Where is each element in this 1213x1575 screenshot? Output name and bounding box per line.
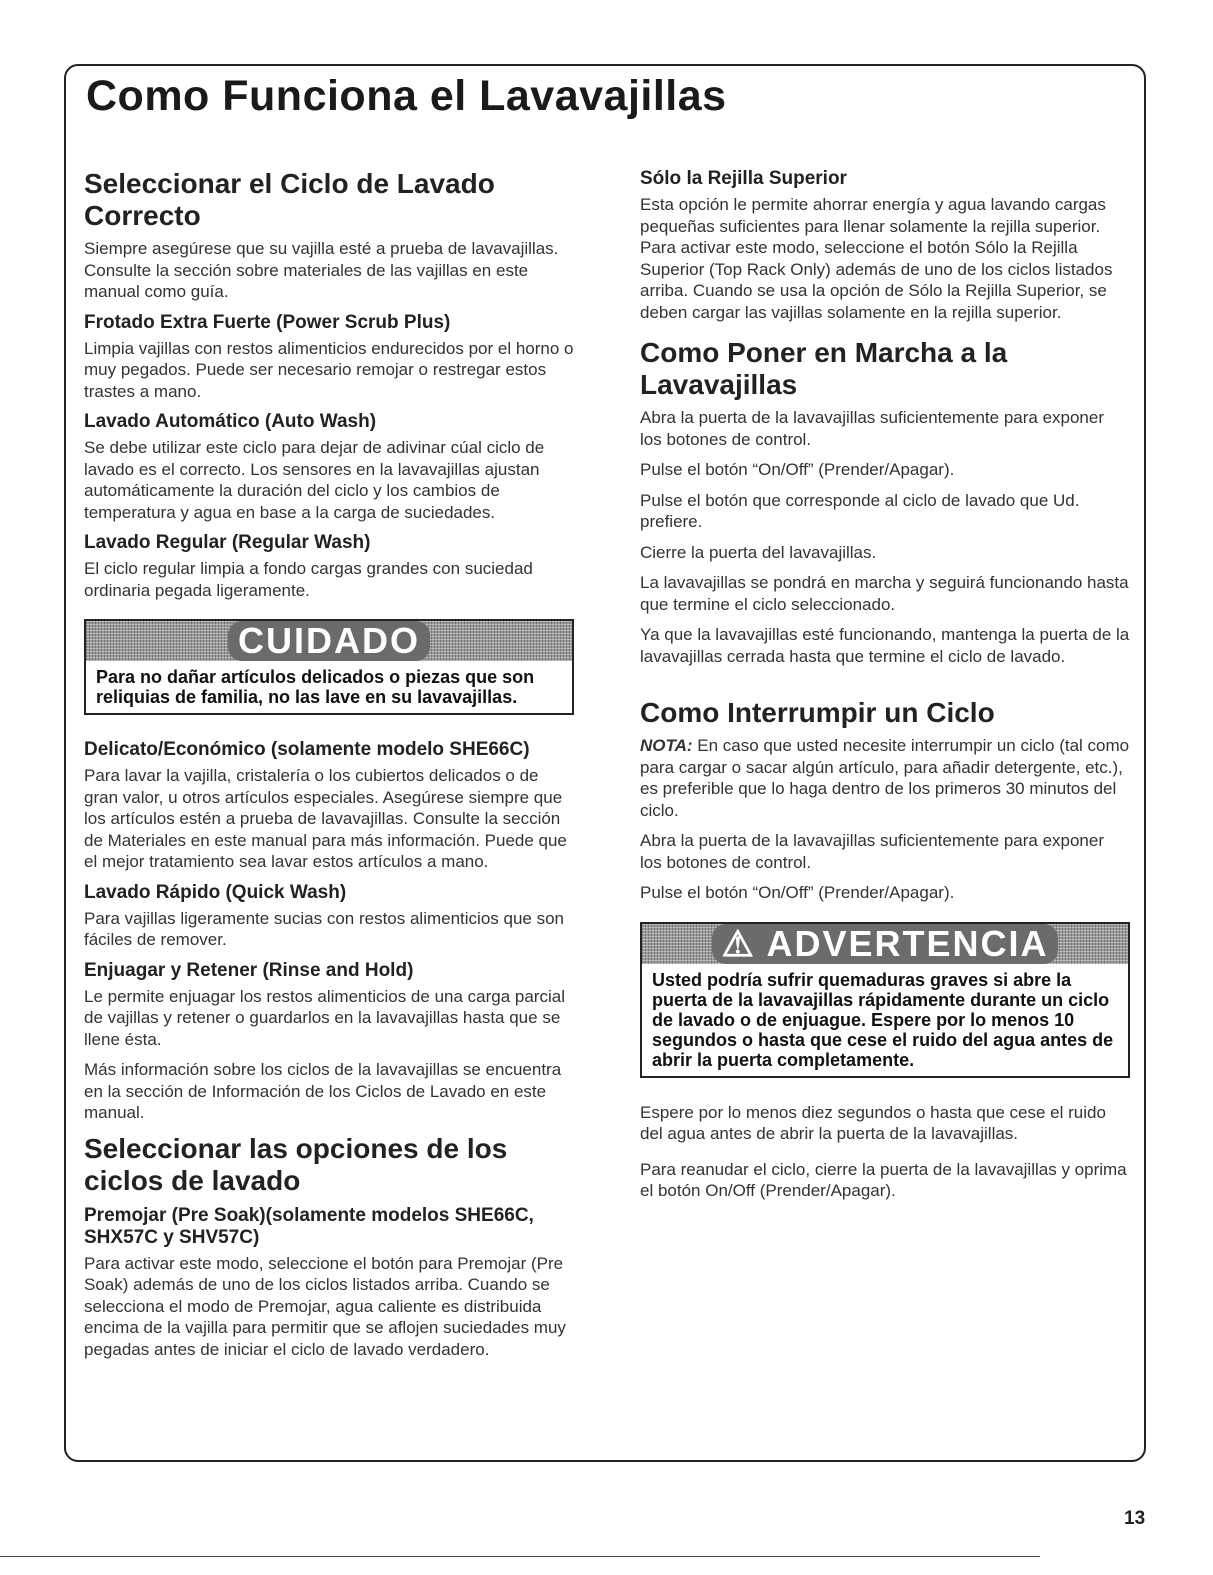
section-select-cycle-heading: Seleccionar el Ciclo de Lavado Correcto xyxy=(84,168,495,231)
caution-label: CUIDADO xyxy=(228,621,430,661)
start-step-6: Ya que la lavavajillas esté funcionando, mantenga la puerta de la lavavajillas cerrada hasta que termine el ciclo de lavado. xyxy=(640,625,1130,666)
auto-wash-text: Se debe utilizar este ciclo para dejar de adivinar cúal ciclo de lavado es el correcto. Los sensores en la lavavajillas ajustan automáticamente la duración del ciclo y los cambios de temperatura y agua en base a la carga de suciedades. xyxy=(84,438,545,522)
after-warning-text-2: Para reanudar el ciclo, cierre la puerta de la lavavajillas y oprima el botón On/Off (Prender/Apagar). xyxy=(640,1159,1127,1200)
regular-wash-heading: Lavado Regular (Regular Wash) xyxy=(84,532,371,553)
delicate-text: Para lavar la vajilla, cristalería o los cubiertos delicados o de gran valor, u otros artículos especiales. Asegúrese siempre que los artículos estén a prueba de lavavajillas. Consulte la sección de Materiales en este manual para más información. Puede que el mejor tratamiento sea lavar estos artículos a mano. xyxy=(84,766,567,871)
page-title: Como Funciona el Lavavajillas xyxy=(86,72,727,120)
top-rack-heading: Sólo la Rejilla Superior xyxy=(640,168,847,189)
section-interrupt-heading: Como Interrumpir un Ciclo xyxy=(640,697,995,728)
caution-text: Para no dañar artículos delicados o piezas que son reliquias de familia, no las lave en su lavavajillas. xyxy=(96,667,535,707)
caution-banner xyxy=(86,621,572,661)
footer-rule xyxy=(0,1556,1040,1557)
delicate-heading: Delicato/Económico (solamente modelo SHE66C) xyxy=(84,739,530,760)
rinse-hold-text: Le permite enjuagar los restos alimenticios de una carga parcial de vajillas y retener o guardarlos en la lavavajillas hasta que se llene ésta. xyxy=(84,986,565,1049)
interrupt-note xyxy=(640,735,1130,821)
presoak-heading: Premojar (Pre Soak)(solamente modelos SHE66C, SHX57C y SHV57C) xyxy=(84,1204,534,1248)
start-step-3: Pulse el botón que corresponde al ciclo de lavado que Ud. prefiere. xyxy=(640,490,1080,531)
quick-wash-text: Para vajillas ligeramente sucias con restos alimenticios que son fáciles de remover. xyxy=(84,908,565,949)
rinse-hold-heading: Enjuagar y Retener (Rinse and Hold) xyxy=(84,959,414,981)
regular-wash-text: El ciclo regular limpia a fondo cargas grandes con suciedad ordinaria pegada ligeramente. xyxy=(84,559,533,600)
power-scrub-heading: Frotado Extra Fuerte (Power Scrub Plus) xyxy=(84,311,451,333)
quick-wash-heading: Lavado Rápido (Quick Wash) xyxy=(84,881,347,903)
cycles-info-text: Más información sobre los ciclos de la lavavajillas se encuentra en la sección de Información de los Ciclos de Lavado en este manual. xyxy=(84,1060,562,1122)
warning-banner xyxy=(642,924,1128,964)
warning-label: ⚠ ADVERTENCIA xyxy=(712,924,1059,964)
note-label: NOTA: xyxy=(640,736,693,755)
presoak-text: Para activar este modo, seleccione el botón para Premojar (Pre Soak) además de uno de los ciclos listados arriba. Cuando se selecciona el modo de Premojar, agua caliente es distribuida encima de la vajilla para permitir que se aflojen suciedades muy pegadas antes de iniciar el ciclo de lavado verdadero. xyxy=(84,1253,566,1359)
interrupt-step-2: Pulse el botón “On/Off” (Prender/Apagar). xyxy=(640,883,955,902)
caution-box xyxy=(84,619,574,715)
warning-box xyxy=(640,922,1130,1078)
note-text: En caso que usted necesite interrumpir un ciclo (tal como para cargar o sacar algún artículo, para añadir detergente, etc.), es preferible que lo haga dentro de los primeros 30 minutos del ciclo. xyxy=(640,736,1130,820)
right-column xyxy=(640,168,1130,1211)
auto-wash-heading: Lavado Automático (Auto Wash) xyxy=(84,411,377,432)
start-step-1: Abra la puerta de la lavavajillas suficientemente para exponer los botones de control. xyxy=(640,408,1104,449)
page-number: 13 xyxy=(1124,1508,1146,1529)
top-rack-text: Esta opción le permite ahorrar energía y agua lavando cargas pequeñas suficientes para llenar solamente la rejilla superior. Para activar este modo, seleccione el botón Sólo la Rejilla Superior (Top Rack Only) además de uno de los ciclos listados arriba. Cuando se usa la opción de Sólo la Rejilla Superior, se deben cargar las vajillas solamente en la rejilla superior. xyxy=(640,195,1113,322)
start-step-5: La lavavajillas se pondrá en marcha y seguirá funcionando hasta que termine el ciclo seleccionado. xyxy=(640,573,1129,614)
section-start-heading: Como Poner en Marcha a la Lavavajillas xyxy=(640,337,1008,400)
interrupt-step-1: Abra la puerta de la lavavajillas suficientemente para exponer los botones de control. xyxy=(640,831,1104,872)
left-column xyxy=(84,168,574,1369)
start-step-2: Pulse el botón “On/Off” (Prender/Apagar). xyxy=(640,460,955,479)
power-scrub-text: Limpia vajillas con restos alimenticios endurecidos por el horno o muy pegados. Puede ser necesario remojar o restregar estos trastes a mano. xyxy=(84,338,574,401)
after-warning-text-1: Espere por lo menos diez segundos o hasta que cese el ruido del agua antes de abrir la puerta de la lavavajillas. xyxy=(640,1102,1106,1143)
section-options-heading: Seleccionar las opciones de los ciclos de lavado xyxy=(84,1132,508,1196)
start-step-4: Cierre la puerta del lavavajillas. xyxy=(640,542,877,562)
warning-text: Usted podría sufrir quemaduras graves si abre la puerta de la lavavajillas rápidamente durante un ciclo de lavado o de enjuague. Espere por lo menos 10 segundos o hasta que cese el ruido del agua antes de abrir la puerta completamente. xyxy=(652,969,1114,1070)
select-cycle-intro: Siempre asegúrese que su vajilla esté a prueba de lavavajillas. Consulte la sección sobre materiales de las vajillas en este manual como guía. xyxy=(84,239,559,301)
